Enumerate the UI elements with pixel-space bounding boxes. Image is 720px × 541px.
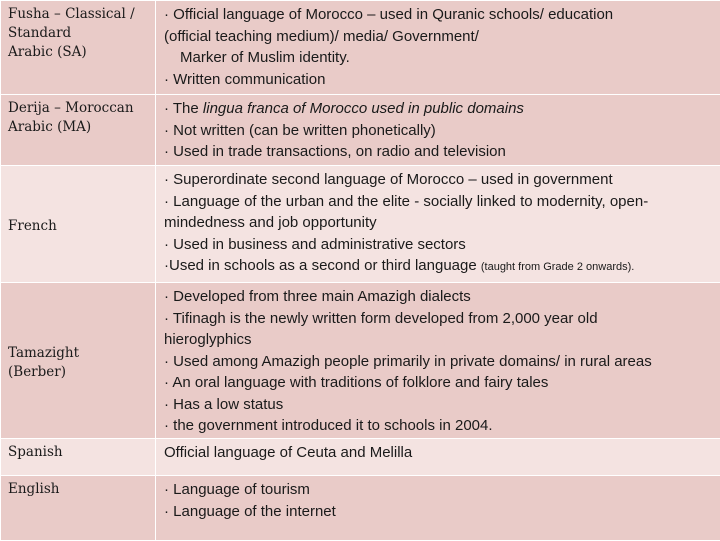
description-line: · Superordinate second language of Morocco – used in government — [164, 169, 714, 191]
description-line: ·Used in schools as a second or third language (taught from Grade 2 onwards). — [164, 255, 714, 279]
language-name: French — [8, 217, 149, 236]
description-cell — [156, 476, 720, 541]
description-line: · Language of the urban and the elite - socially linked to modernity, open- — [164, 191, 714, 213]
language-name: Tamazight — [8, 344, 149, 363]
table-row — [1, 439, 720, 476]
language-cell — [1, 166, 156, 283]
language-cell — [1, 439, 156, 476]
description-line: · Used among Amazigh people primarily in private domains/ in rural areas — [164, 351, 714, 373]
language-cell — [1, 1, 156, 95]
language-name: Derija – Moroccan — [8, 99, 149, 118]
language-name: Arabic (MA) — [8, 118, 149, 137]
description-line: · Language of tourism — [164, 479, 714, 501]
description-line: · The lingua franca of Morocco used in public domains — [164, 98, 714, 120]
description-cell — [156, 95, 720, 166]
description-cell — [156, 439, 720, 476]
table-row — [1, 1, 720, 95]
language-name: Arabic (SA) — [8, 43, 149, 62]
language-name: English — [8, 480, 149, 499]
description-line: · Language of the internet — [164, 501, 714, 523]
small-note: (taught from Grade 2 onwards). — [481, 261, 634, 273]
description-line: · Not written (can be written phonetically) — [164, 120, 714, 142]
description-line: · Written communication — [164, 69, 714, 91]
italic-text: lingua franca of Morocco used in public domains — [203, 100, 524, 117]
language-name: Standard — [8, 24, 149, 43]
description-line: · the government introduced it to schools in 2004. — [164, 415, 714, 437]
description-line: · An oral language with traditions of folklore and fairy tales — [164, 372, 714, 394]
language-name: Fusha – Classical / — [8, 5, 149, 24]
table-row — [1, 476, 720, 541]
language-cell — [1, 476, 156, 541]
description-cell — [156, 166, 720, 283]
description-line: · Official language of Morocco – used in Quranic schools/ education — [164, 4, 714, 26]
description-cell — [156, 283, 720, 439]
description-line: · Used in trade transactions, on radio and television — [164, 141, 714, 163]
description-line: · Tifinagh is the newly written form developed from 2,000 year old — [164, 308, 714, 330]
description-line: mindedness and job opportunity — [164, 212, 714, 234]
description-line: Marker of Muslim identity. — [164, 47, 714, 69]
description-line: · Developed from three main Amazigh dialects — [164, 286, 714, 308]
table-row — [1, 166, 720, 283]
description-line: · Has a low status — [164, 394, 714, 416]
language-name: Spanish — [8, 443, 149, 462]
language-name: (Berber) — [8, 363, 149, 382]
language-cell — [1, 283, 156, 439]
description-line: hieroglyphics — [164, 329, 714, 351]
table-row — [1, 283, 720, 439]
description-line: Official language of Ceuta and Melilla — [164, 442, 714, 464]
table-row — [1, 95, 720, 166]
description-line: · Used in business and administrative sectors — [164, 234, 714, 256]
description-cell — [156, 1, 720, 95]
language-cell — [1, 95, 156, 166]
description-line: (official teaching medium)/ media/ Government/ — [164, 26, 714, 48]
